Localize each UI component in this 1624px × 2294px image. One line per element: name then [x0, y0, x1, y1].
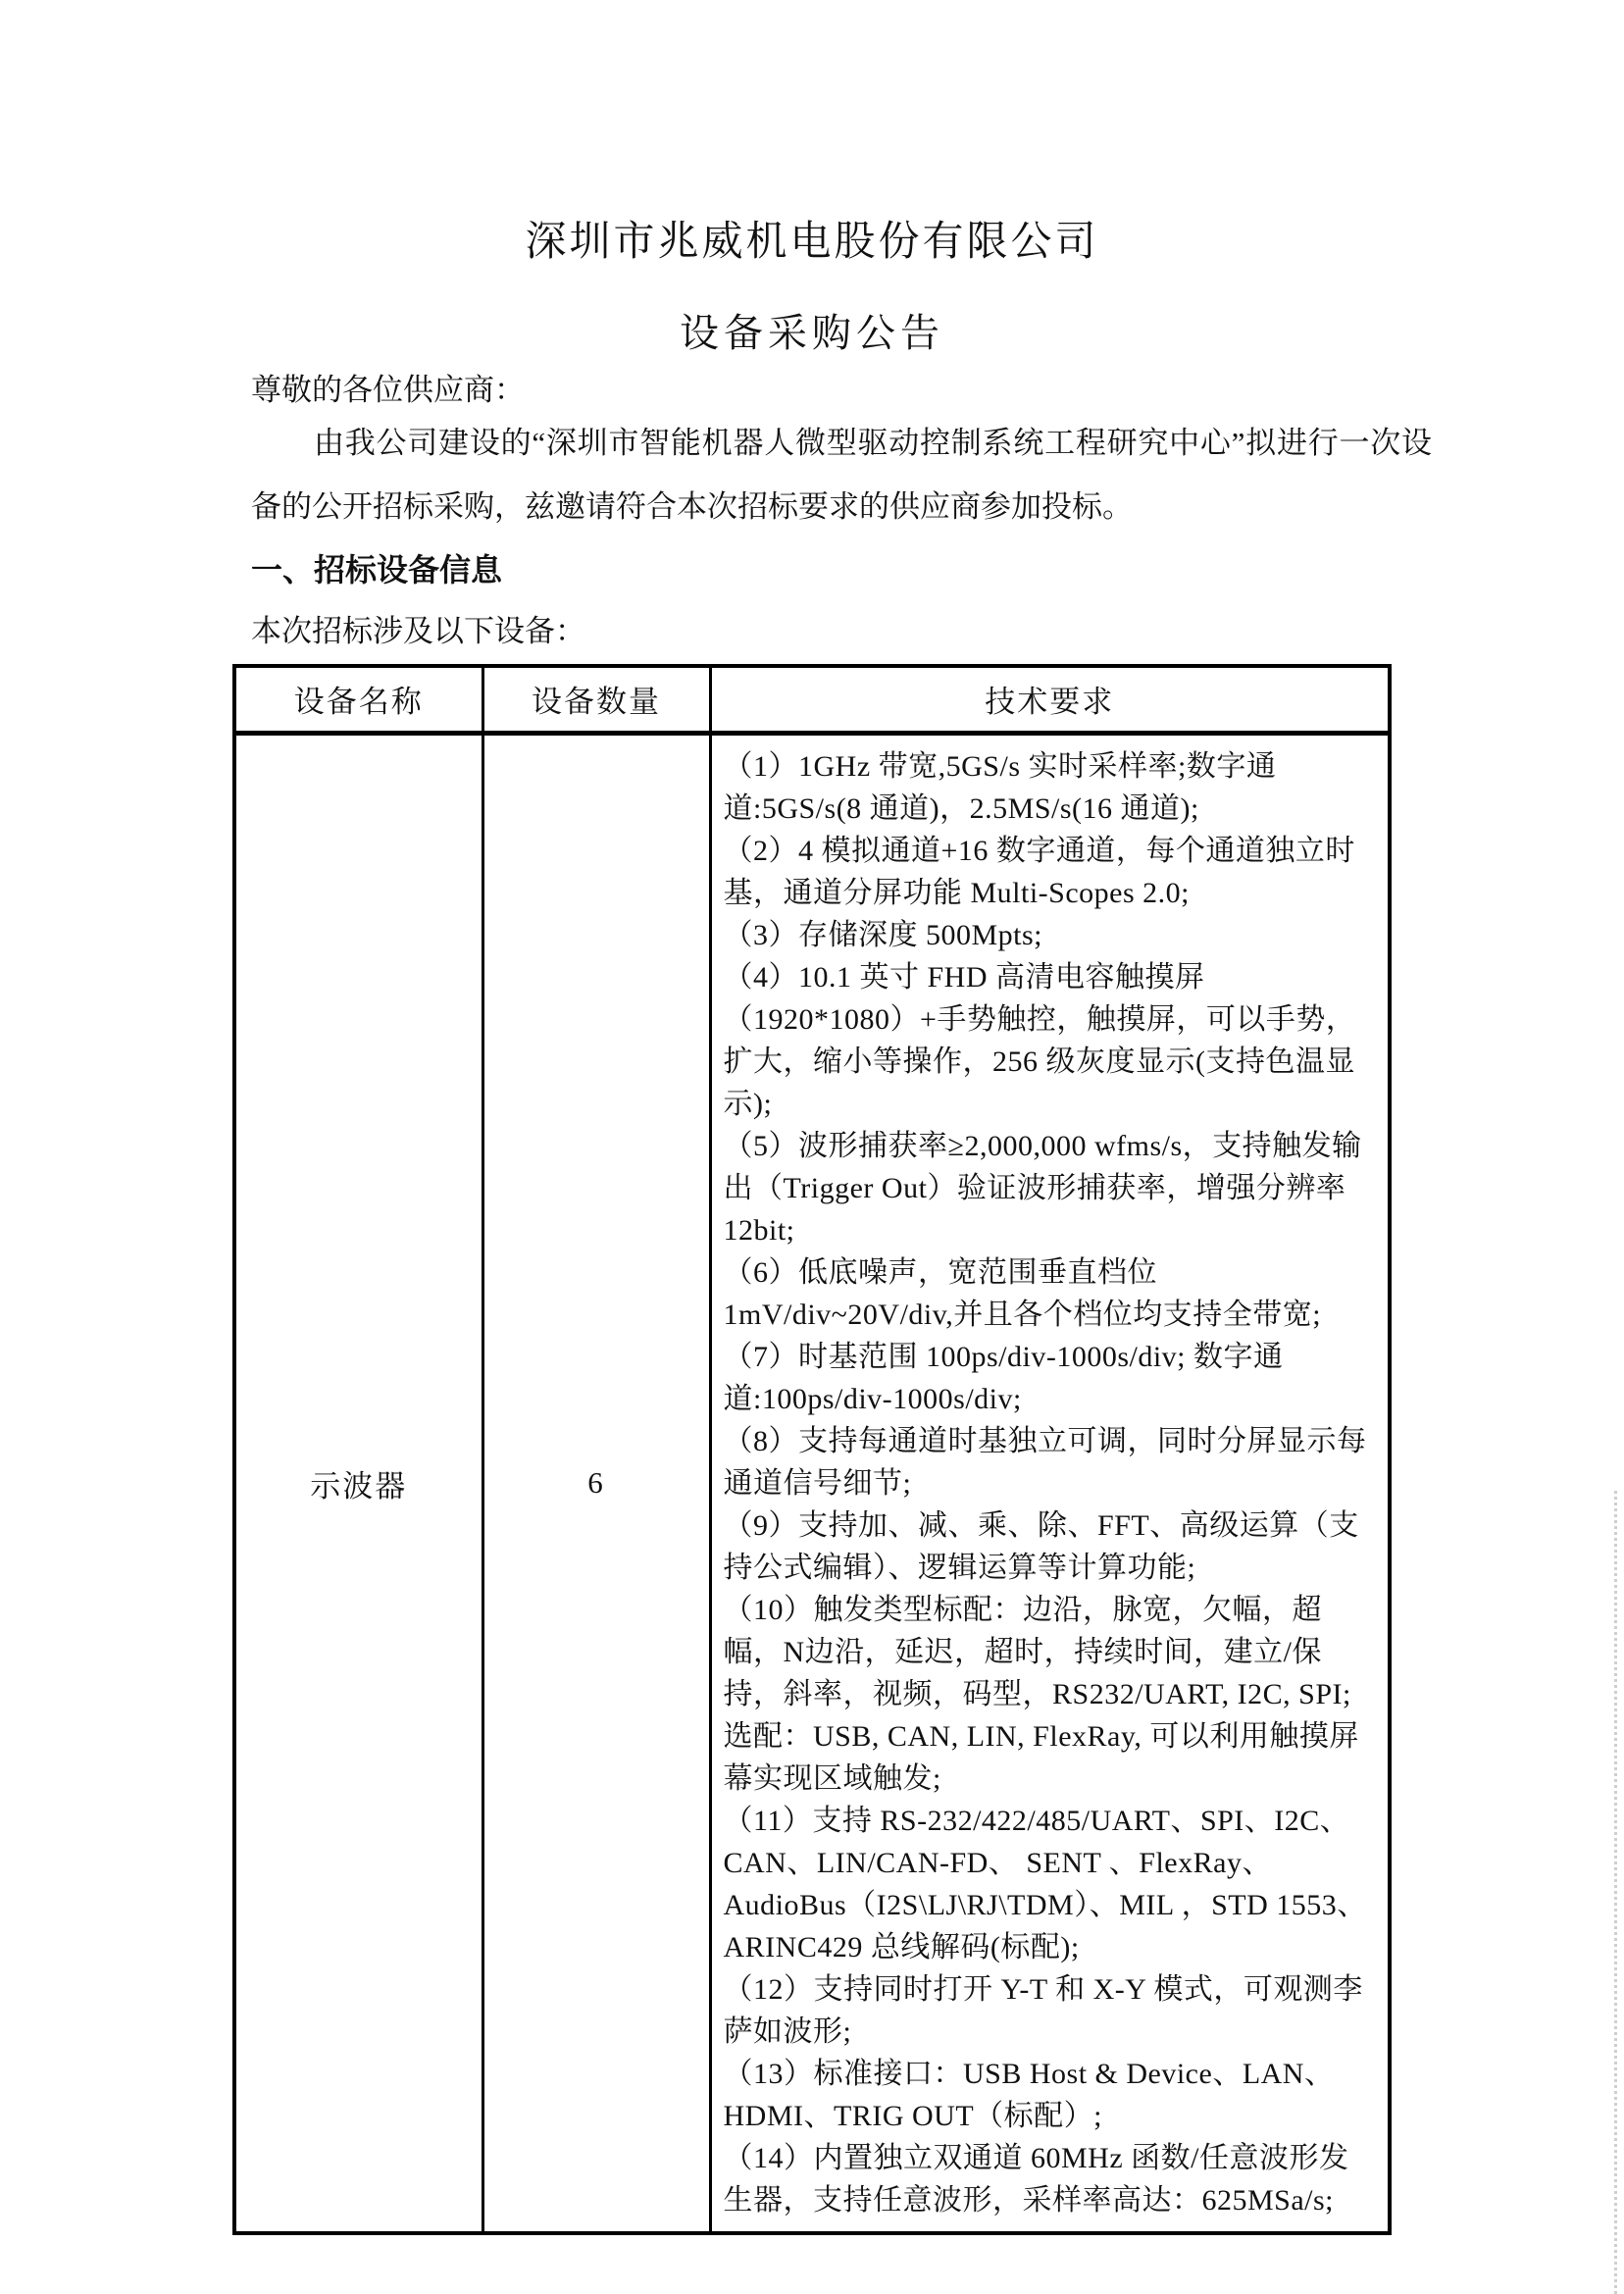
col-header-requirements: 技术要求: [710, 666, 1390, 734]
document-body: [232, 371, 1432, 2234]
requirement-item: （1）1GHz 带宽,5GS/s 实时采样率;数字通道:5GS/s(8 通道)，2.5MS/s(16 通道);: [723, 749, 1277, 825]
requirement-item: （9）支持加、减、乘、除、FFT、高级运算（支持公式编辑）、逻辑运算等计算功能;: [723, 1508, 1359, 1584]
intro-paragraph: 由我公司建设的“深圳市智能机器人微型驱动控制系统工程研究中心”拟进行一次设备的公开招标采购，兹邀请符合本次招标要求的供应商参加投标。: [251, 425, 1432, 524]
requirement-item: （12）支持同时打开 Y-T 和 X-Y 模式，可观测李萨如波形;: [723, 1972, 1363, 2048]
requirement-item: （8）支持每通道时基独立可调，同时分屏显示每通道信号细节;: [723, 1424, 1367, 1500]
greeting-line: 尊敬的各位供应商：: [251, 373, 525, 408]
requirement-item: （7）时基范围 100ps/div-1000s/div; 数字通道:100ps/div-1000s/div;: [723, 1340, 1284, 1415]
requirement-item: （10）触发类型标配：边沿，脉宽，欠幅，超幅，N边沿，延迟，超时，持续时间，建立/保持，斜率，视频，码型，RS232/UART, I2C, SPI; 选配：USB, CAN, LIN, FlexRay, 可以利用触摸屏幕实现区域触发;: [723, 1593, 1359, 1795]
col-header-quantity: 设备数量: [482, 666, 710, 734]
table-row: [234, 733, 1390, 2233]
document-title: 设备采购公告: [680, 311, 944, 356]
scan-artifact-dotted-line: [1614, 1491, 1617, 2294]
requirement-item: （5）波形捕获率≥2,000,000 wfms/s，支持触发输出（Trigger Out）验证波形捕获率，增强分辨率 12bit;: [723, 1129, 1362, 1247]
section-heading: 一、招标设备信息: [251, 551, 503, 587]
quantity-cell: 6: [482, 733, 710, 2233]
company-title: 深圳市兆威机电股份有限公司: [525, 220, 1099, 265]
col-header-device-name: 设备名称: [234, 666, 482, 734]
equipment-table: [232, 664, 1392, 2235]
requirement-item: （13）标准接口：USB Host & Device、LAN、HDMI、TRIG OUT（标配）;: [723, 2057, 1335, 2132]
requirement-item: （14）内置独立双通道 60MHz 函数/任意波形发生器，支持任意波形，采样率高达：625MSa/s;: [723, 2141, 1349, 2217]
requirement-item: （11）支持 RS-232/422/485/UART、SPI、I2C、CAN、LIN/CAN-FD、 SENT 、FlexRay、AudioBus（I2S\LJ\RJ\TDM）、MIL ，STD 1553、ARINC429 总线解码(标配);: [723, 1804, 1367, 1963]
requirement-item: （6）低底噪声，宽范围垂直档位 1mV/div~20V/div,并且各个档位均支持全带宽;: [723, 1255, 1322, 1331]
table-header-row: [234, 666, 1390, 734]
requirement-item: （2）4 模拟通道+16 数字通道，每个通道独立时基，通道分屏功能 Multi-Scopes 2.0;: [723, 834, 1355, 909]
requirements-cell: [710, 733, 1390, 2233]
table-intro-line: 本次招标涉及以下设备：: [251, 613, 585, 648]
device-name-cell: 示波器: [234, 733, 482, 2233]
requirement-item: （4）10.1 英寸 FHD 高清电容触摸屏（1920*1080）+手势触控，触摸屏，可以手势，扩大，缩小等操作，256 级灰度显示(支持色温显示);: [723, 960, 1356, 1120]
requirement-item: （3）存储深度 500Mpts;: [723, 918, 1043, 951]
